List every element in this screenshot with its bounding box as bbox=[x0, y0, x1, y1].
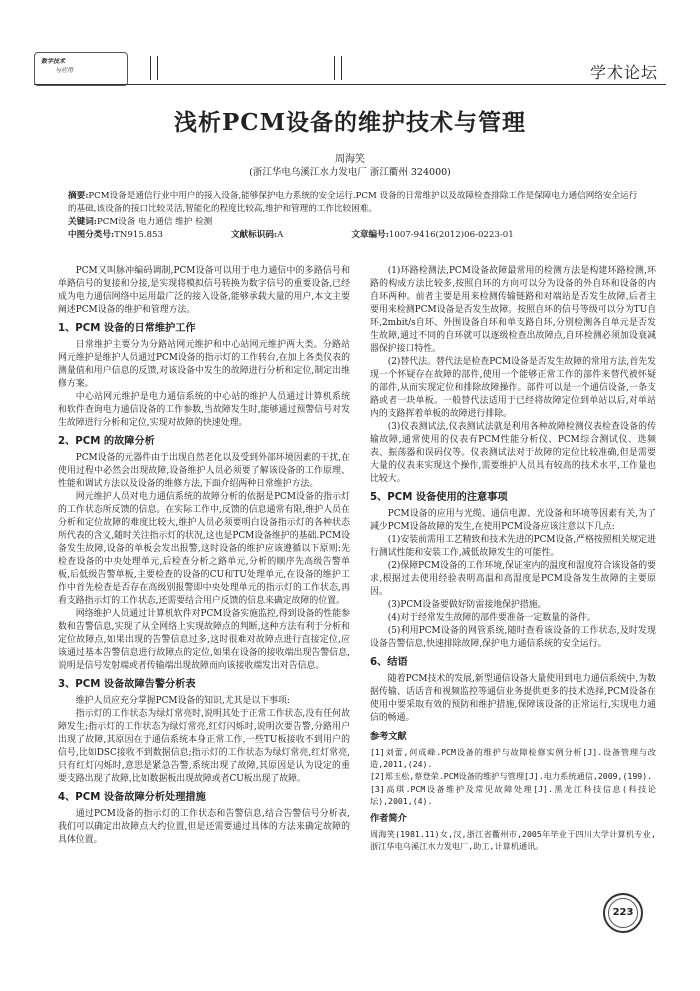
section-5-heading: 5、PCM 设备使用的注意事项 bbox=[370, 492, 508, 503]
clc-value: TN915.853 bbox=[114, 230, 163, 240]
right-column bbox=[370, 265, 656, 852]
abstract-text: PCM设备是通信行业中用户的接入设备,能够保护电力系统的安全运行.PCM 设备的日常维护以及故障检查排除工作是保障电力通信网络安全运行的基础,该设备的接口比较灵活,智能化的程度比较高,维护和管理的工作比较困难。 bbox=[68, 191, 638, 214]
keywords bbox=[68, 216, 640, 229]
keywords-text: PCM设备 电力通信 维护 检测 bbox=[96, 217, 213, 227]
article-number-label: 文章编号: bbox=[351, 230, 389, 240]
journal-logo bbox=[34, 52, 128, 86]
header-bar-middle bbox=[334, 56, 342, 80]
page-number-seal bbox=[603, 893, 643, 933]
section-2-paragraph-2: 网元维护人员对电力通信系统的故障分析的依据是PCM设备的指示灯的工作状态所反馈的信息。在实际工作中,反馈的信息通常有限,维护人员在分析和定位故障的难度比较大,维护人员必须要明白设备指示灯的各种状态所代表的含义,随时关注指示灯的状况,这也是PCM设备维护的基础.PCM设备发生故障,设备的单板会发出报警,这时设备的维护应该遵循以下原则:先检查设备的中央处理单元,后检查分析之路单元,分析的顺序先高级告警单板,后低级告警单板,主要检查的设备的CU和TU处理单元,在设备的维护工作中首先检查是否存在高级别报警即中央处理单元的指示灯的工作状态,再看支路指示灯的工作状态,还需要结合用户反馈的信息来确定故障的位置。 bbox=[58, 492, 350, 606]
author-bio bbox=[370, 828, 656, 852]
clc-label: 中图分类号: bbox=[68, 230, 115, 240]
header-rule bbox=[34, 84, 666, 85]
abstract bbox=[68, 190, 640, 216]
section-3-heading: 3、PCM 设备故障告警分析表 bbox=[58, 679, 196, 690]
left-column bbox=[58, 265, 350, 847]
author-bio-text: 周海笑(1981.11)女,汉,浙江省衢州市,2005年毕业于四川大学计算机专业,浙江华电乌溪江水力发电厂,助工,计算机通讯。 bbox=[370, 829, 656, 852]
references-list bbox=[370, 746, 656, 807]
note-1: (1)安装前需用工艺精致和技术先进的PCM设备,严格按照相关规定进行测试性能和安装工作,减低故障发生的可能性。 bbox=[370, 535, 656, 558]
section-5-paragraph: PCM设备的应用与光缆、通信电源、光设备和环境等因素有关,为了减少PCM设备故障的发生,在使用PCM设备应该注意以下几点: bbox=[370, 509, 656, 532]
method-substitution: (2)替代法。替代法是检查PCM设备是否发生故障的常用方法,首先发现一个怀疑存在故障的部件,使用一个能够正常工作的部件来替代被怀疑的部件,从而实现定位和排除故障操作。部件可以是一个通信设备,一条支路或者一块单板。一般替代法适用于已经将故障定位到单站以后,对单站内的支路挥着单板的故障进行排除。 bbox=[370, 357, 656, 419]
reference-2: [2]郑玉松,蔡登荣.PCM设备的维护与管理[J].电力系统通信,2009,(199). bbox=[370, 771, 653, 782]
doc-value: A bbox=[277, 230, 284, 240]
note-5: (5)利用PCM设备的网管系统,随时查看该设备的工作状态,及时发现设备告警信息,快速排除故障,保护电力通信系统的安全运行。 bbox=[370, 626, 656, 649]
journal-logo-line1: 数字技术 bbox=[41, 58, 66, 65]
article-number-value: 1007-9416(2012)06-0223-01 bbox=[388, 230, 514, 240]
method-loop-test: (1)环路检测法,PCM设备故障最常用的检测方法是构建环路检测,环路的构成方法比较多,按照自环的方向可以分为设备的外自环和设备的内自环两种。前者主要是用来检测传输链路和对端站是否发生故障,后者主要用来检测PCM设备是否发生故障。按照自环的信号等级可以分为TU自环,2mbit/s自环、外围设备自环和单支路自环,分别检测各自单元是否发生故障,通过不同的自环就可以逐级检查出故障点,自环检测必须加设衰减器保护接口特性。 bbox=[370, 266, 656, 354]
doc-label: 文献标识码: bbox=[230, 230, 278, 240]
section-2-paragraph-3: 网络维护人员通过计算机软件对PCM设备实施监控,得到设备的性能参数和告警信息,实现了从全网络上实现故障点的判断,这种方法有利于分析和定位故障点,如果出现的告警信息过多,这时很难对故障点进行直接定位,应该通过基本告警信息进行故障点的定位,如果在设备的接收端出现告警信息,说明是信号发射端或者传输端出现故障而向该接收端发出对告信息。 bbox=[58, 609, 350, 671]
article-title: 浅析PCM设备的维护技术与管理 bbox=[173, 109, 527, 136]
section-2-paragraph-1: PCM设备的元器件由于出现自然老化以及受到外部环境因素的干扰,在使用过程中必然会出现故障,设备维护人员必须要了解该设备的工作原理、性能和调试方法以及设备的维修方法,下面介绍两种日常维护方法。 bbox=[58, 453, 350, 489]
intro-paragraph: PCM又叫脉冲编码调制,PCM设备可以用于电力通信中的多路信号和单路信号的复接和分接,是实现将模拟信号转换为数字信号的重要设备,已经成为电力通信网络中运用最广泛的接入设备,能够承载大量的用户,本文主要阐述PCM设备的维护和管理方法。 bbox=[58, 266, 350, 315]
reference-3: [3]高琪.PCM设备维护及常见故障处理[J].黑龙江科技信息(科技论坛),2001,(4). bbox=[370, 783, 656, 806]
header-bar-left bbox=[150, 56, 158, 80]
article-meta bbox=[68, 190, 640, 242]
section-4-paragraph-1: 通过PCM设备的指示灯的工作状态和告警信息,结合告警信号分析表,我们可以确定出故障点大约位置,但是还需要通过具体的方法来确定故障的具体位置。 bbox=[58, 809, 350, 845]
section-label: 学术论坛 bbox=[589, 63, 658, 82]
section-1-paragraph-1: 日常维护主要分为分路站网元维护和中心站网元维护两大类。分路站网元维护是维护人员通过PCM设备的指示灯的工作转台,在加上各类仪表的测量值和用户信息的反馈,对该设备中发生的故障进行分析和定位,制定出维修方案。 bbox=[58, 340, 350, 389]
abstract-label: 摘要: bbox=[68, 191, 89, 201]
note-4: (4)对于经常发生故障的部件要准备一定数量的备件。 bbox=[387, 613, 596, 623]
note-2: (2)保障PCM设备的工作环境,保证室内的温度和湿度符合该设备的要求,根据过去使用经验表明高温和高湿度是PCM设备发生故障的主要原因。 bbox=[370, 561, 656, 597]
article-number bbox=[351, 230, 547, 240]
journal-logo-line2: 与应用 bbox=[55, 67, 74, 74]
method-instrument-test: (3)仪表测试法,仪表测试法就是利用各种故障检测仪表检查设备的传输故障,通常使用的仪表有PCM性能分析仪、PCM综合测试仪、选频表、振荡器和误码仪等。仪表测试法对于故障的定位比较准确,但是需要大量的仪表来实现这个操作,需要维护人员具有较高的技术水平,工作量也比较大。 bbox=[370, 422, 656, 484]
section-2-heading: 2、PCM 的故障分析 bbox=[58, 436, 155, 447]
section-1-heading: 1、PCM 设备的日常维护工作 bbox=[58, 323, 196, 334]
keywords-label: 关键词: bbox=[68, 217, 97, 227]
section-6-heading: 6、结语 bbox=[370, 657, 408, 668]
note-3: (3)PCM设备要做好防雷接地保护措施。 bbox=[387, 600, 547, 610]
author-bio-heading: 作者简介 bbox=[370, 813, 407, 825]
article-affiliation: (浙江华电乌溪江水力发电厂 浙江衢州 324000) bbox=[249, 167, 451, 178]
classification-codes bbox=[68, 229, 640, 242]
references-heading: 参考文献 bbox=[370, 731, 407, 742]
page-number: 223 bbox=[612, 907, 634, 918]
section-6-paragraph: 随着PCM技术的发展,新型通信设备大量使用到电力通信系统中,为数据传输、话话音和视频监控等通信业务提供更多的技术选择,PCM设备在使用中要采取有效的预防和维护措施,保障该设备的正常运行,实现电力通信的畅通。 bbox=[370, 674, 656, 723]
section-3-paragraph-1: 维护人员应充分掌握PCM设备的知识,尤其是以下事项: bbox=[75, 696, 290, 706]
section-4-heading: 4、PCM 设备故障分析处理措施 bbox=[58, 792, 206, 803]
clc-code bbox=[68, 230, 197, 240]
reference-1: [1]刘蕾,何成峰.PCM设备的维护与故障检修实例分析[J].设备管理与改造,2011,(24). bbox=[370, 747, 656, 770]
article-author: 周海笑 bbox=[335, 154, 365, 165]
section-3-paragraph-2: 指示灯的工作状态为绿灯常亮时,说明其处于正常工作状态,没有任何故障发生;指示灯的工作状态为绿灯常亮,红灯闪烁时,说明次要告警,分路用户出现了故障,其原因在于通信系统本身正常工作,一些TU板接收不到用户的信号,比如DSC接收不到数据信息;指示灯的工作状态为绿灯常亮,红灯常亮,只有红灯闪烁时,意思是紧急告警,系统出现了故障,其原因是认为设定的重要支路出现了故障,比如数据板出现故障或者CU板出现了故障。 bbox=[58, 709, 350, 784]
section-1-paragraph-2: 中心站网元维护是电力通信系统的中心站的维护人员通过计算机系统和软件查询电力通信设备的工作参数,当故障发生时,能够通过预警信号对发生故障进行分析和定位,实现对故障的快速处理。 bbox=[58, 392, 350, 428]
doc-code bbox=[231, 230, 317, 240]
